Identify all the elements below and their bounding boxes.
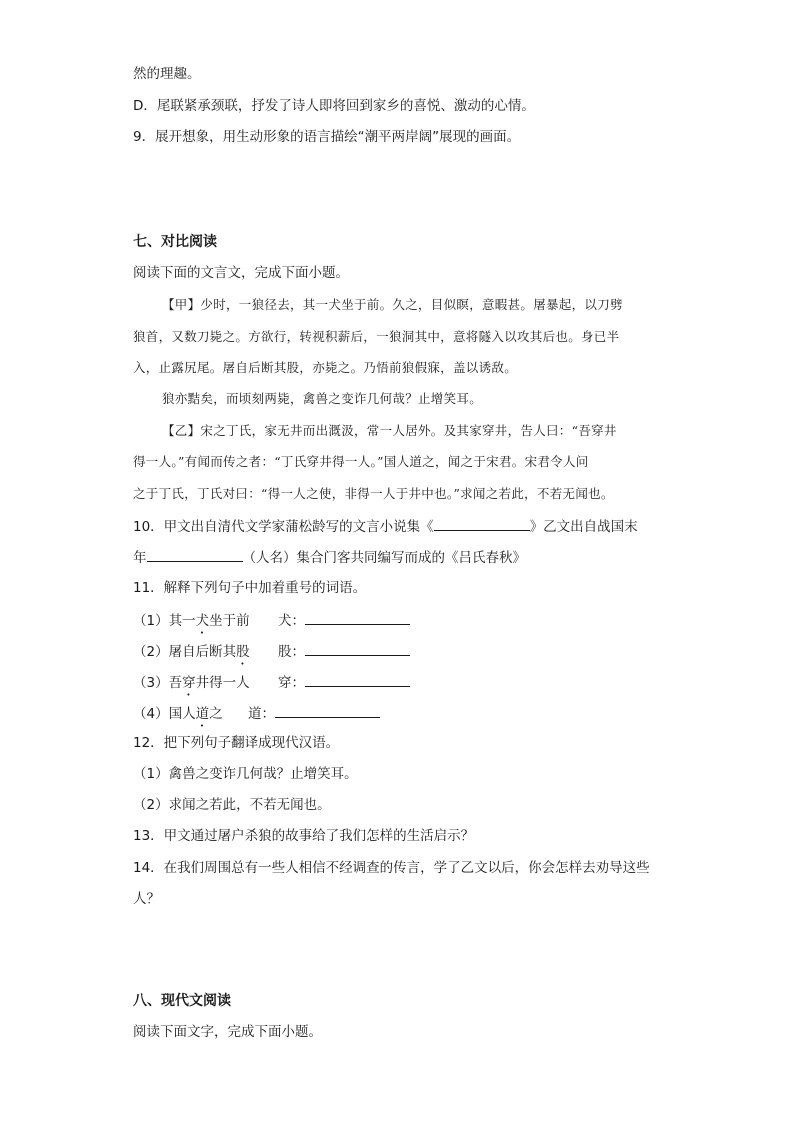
question-10-cont: 年 （人名）集合门客共同编写而成的《吕氏春秋》 <box>133 546 526 568</box>
question-11: 11．解释下列句子中加着重号的词语。 <box>133 580 367 596</box>
passage-yi-line: 得一人。”有闻而传之者：“丁氏穿井得一人。”国人道之，闻之于宋君。宋君令人问 <box>133 454 589 469</box>
question-9: 9．展开想象，用生动形象的语言描绘“潮平两岸阔”展现的画面。 <box>133 129 521 145</box>
question-14-cont: 人？ <box>133 891 160 907</box>
answer-blank[interactable] <box>434 515 530 531</box>
section-8-intro: 阅读下面文字，完成下面小题。 <box>133 1024 322 1040</box>
passage-jia-line: 狼亦黠矣，而顷刻两毙，禽兽之变诈几何哉？止增笑耳。 <box>162 391 483 406</box>
question-11-item: （2）屠自后断其股 股： <box>133 640 410 668</box>
question-12: 12．把下列句子翻译成现代汉语。 <box>133 735 340 751</box>
passage-jia-line: 【甲】少时，一狼径去，其一犬坐于前。久之，目似瞑，意暇甚。屠暴起，以刀劈 <box>162 297 623 312</box>
question-11-item: （1）其一犬坐于前 犬： <box>133 609 410 637</box>
section-8-title: 八、现代文阅读 <box>133 993 231 1009</box>
answer-blank[interactable] <box>305 640 410 656</box>
passage-jia-line: 入，止露尻尾。屠自后断其股，亦毙之。乃悟前狼假寐，盖以诱敌。 <box>133 360 518 375</box>
passage-yi-line: 【乙】宋之丁氏，家无井而出溉汲，常一人居外。及其家穿井，告人曰：“吾穿井 <box>162 423 617 438</box>
answer-blank[interactable] <box>147 546 243 562</box>
passage-yi-line: 之于丁氏，丁氏对曰：“得一人之使，非得一人于井中也。”求闻之若此，不若无闻也。 <box>133 486 614 501</box>
section-7-title: 七、对比阅读 <box>133 234 217 250</box>
section-7-intro: 阅读下面的文言文，完成下面小题。 <box>133 265 349 281</box>
passage-jia-line: 狼首，又数刀毙之。方欲行，转视积薪后，一狼洞其中，意将隧入以攻其后也。身已半 <box>133 329 620 344</box>
answer-blank[interactable] <box>305 671 410 687</box>
passage-yi-label: 【乙】 <box>162 423 201 438</box>
question-13: 13．甲文通过屠户杀狼的故事给了我们怎样的生活启示？ <box>133 828 475 844</box>
question-10: 10．甲文出自清代文学家蒲松龄写的文言小说集《 》乙文出自战国末 <box>133 515 638 537</box>
question-11-item: （3）吾穿井得一人 穿： <box>133 671 410 699</box>
answer-blank[interactable] <box>305 609 410 625</box>
question-14: 14．在我们周围总有一些人相信不经调查的传言，学了乙文以后，你会怎样去劝导这些 <box>133 860 650 876</box>
question-12-item: （2）求闻之若此，不若无闻也。 <box>133 797 331 813</box>
question-11-item: （4）国人道之 道： <box>133 702 380 730</box>
question-12-item: （1）禽兽之变诈几何哉？止增笑耳。 <box>133 766 358 782</box>
passage-jia-label: 【甲】 <box>162 297 201 312</box>
answer-blank[interactable] <box>275 702 380 718</box>
option-d: D．尾联紧承颈联，抒发了诗人即将回到家乡的喜悦、激动的心情。 <box>133 98 535 114</box>
text-line: 然的理趣。 <box>133 66 201 82</box>
